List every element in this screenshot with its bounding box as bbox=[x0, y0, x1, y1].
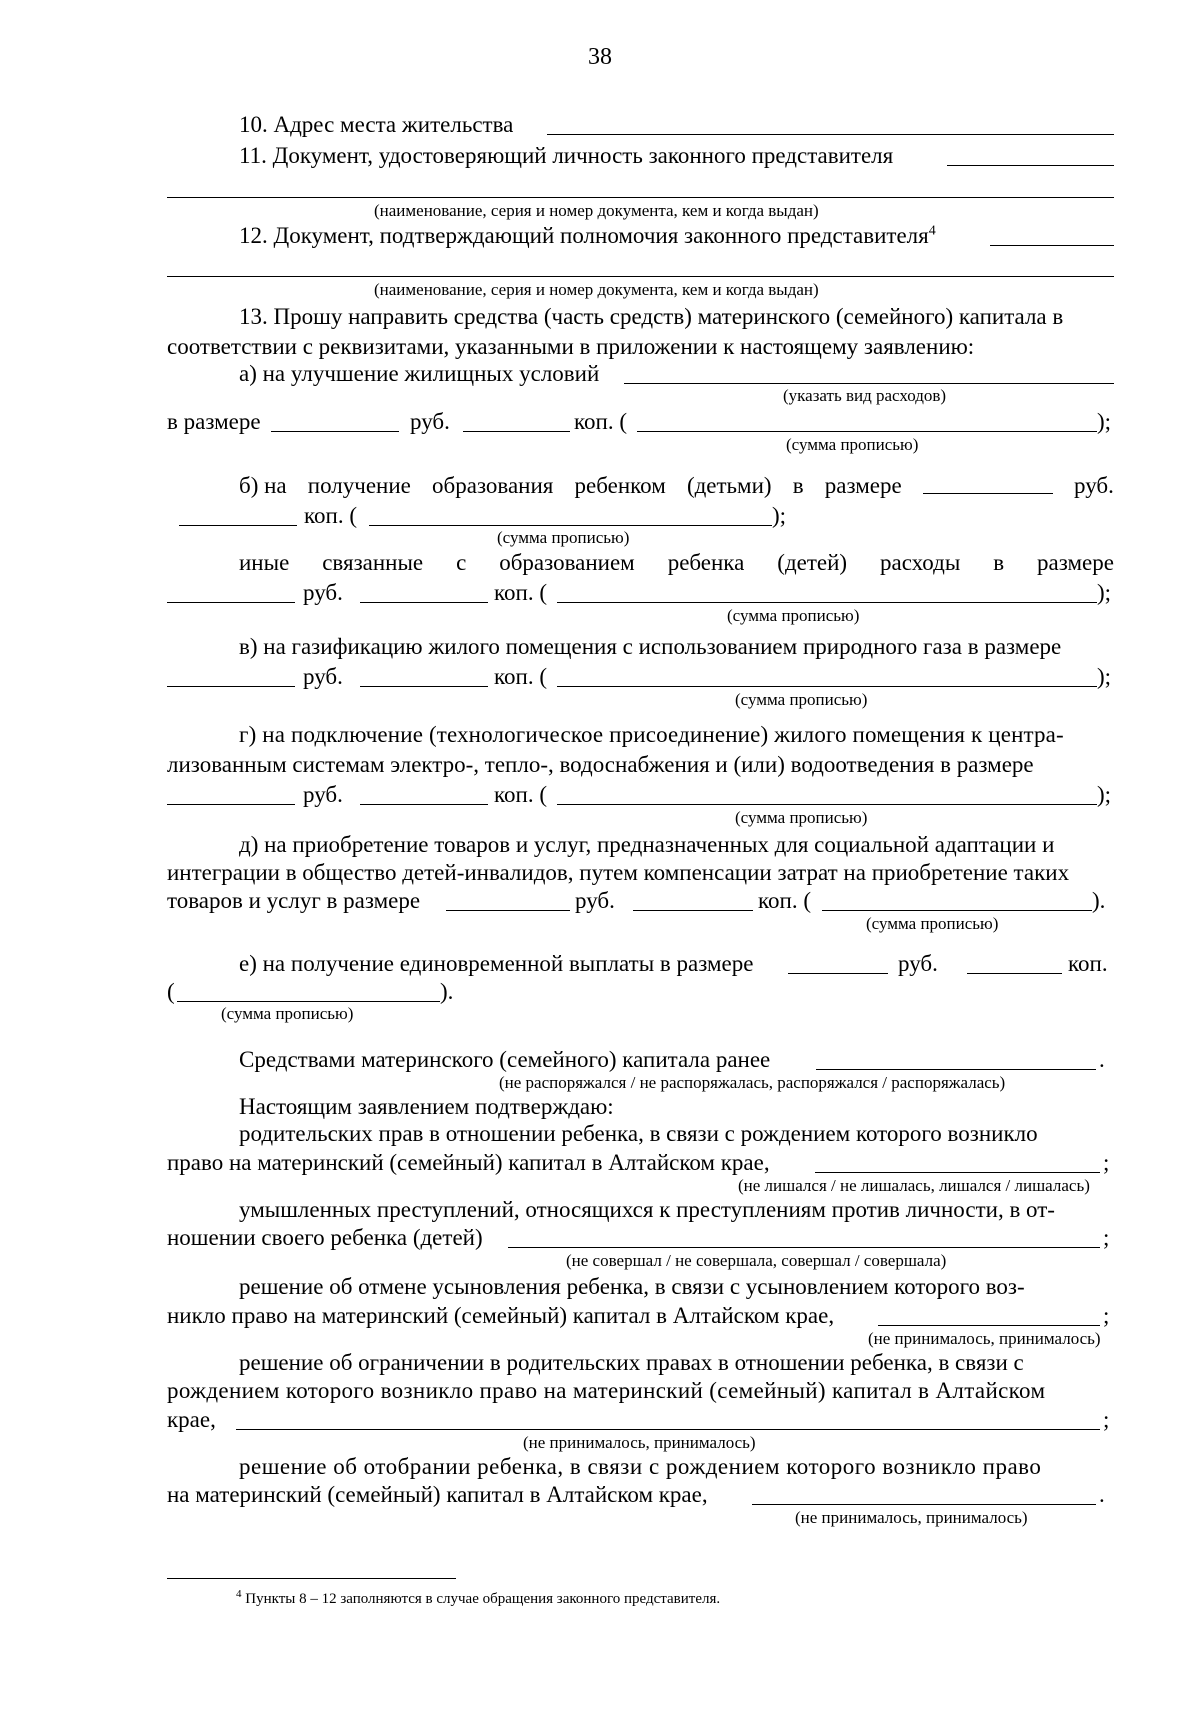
option-v-kop-field[interactable] bbox=[360, 686, 488, 687]
restriction-line3: крае, bbox=[167, 1407, 216, 1432]
identity-doc-field[interactable] bbox=[947, 165, 1114, 166]
restriction-caption: (не принималось, принималось) bbox=[523, 1433, 756, 1452]
footnote-mark: 4 bbox=[236, 1588, 242, 1600]
parental-rights-field[interactable] bbox=[815, 1172, 1100, 1173]
option-b-other-rub-label: руб. bbox=[303, 580, 343, 605]
option-b-word: б) на bbox=[239, 473, 287, 498]
option-b-other-kop-label: коп. ( bbox=[494, 580, 547, 605]
option-b-other-word: ребенка bbox=[667, 550, 745, 575]
crimes-field[interactable] bbox=[508, 1247, 1100, 1248]
option-b-other-close: ); bbox=[1097, 580, 1112, 605]
option-b-rub-field[interactable] bbox=[923, 473, 1053, 494]
option-e-open: ( bbox=[167, 979, 175, 1004]
adoption-end: ; bbox=[1103, 1303, 1110, 1328]
option-e-sum-words-field[interactable] bbox=[177, 1001, 440, 1002]
removal-field[interactable] bbox=[752, 1504, 1096, 1505]
option-g-sum-words-field[interactable] bbox=[557, 804, 1097, 805]
option-e-sum-caption: (сумма прописью) bbox=[221, 1004, 354, 1023]
option-g-line1: г) на подключение (технологическое присоединение) жилого помещения к центра- bbox=[239, 722, 1064, 747]
item-12-label: 12. Документ, подтверждающий полномочия законного представителя$^4$ bbox=[239, 223, 936, 248]
option-b-other-word: размере bbox=[1037, 550, 1114, 575]
restriction-line1: решение об ограничении в родительских правах в отношении ребенка, в связи с bbox=[239, 1350, 1024, 1375]
confirm-label: Настоящим заявлением подтверждаю: bbox=[239, 1094, 614, 1119]
option-d-sum-words-field[interactable] bbox=[822, 910, 1092, 911]
option-v-kop-label: коп. ( bbox=[494, 664, 547, 689]
option-a-label: а) на улучшение жилищных условий bbox=[239, 361, 600, 386]
option-b-kop-label: коп. ( bbox=[304, 503, 357, 528]
option-d-sum-caption: (сумма прописью) bbox=[866, 914, 999, 933]
option-v-sum-caption: (сумма прописью) bbox=[735, 690, 868, 709]
option-v-rub-field[interactable] bbox=[167, 686, 295, 687]
authority-doc-field[interactable] bbox=[990, 245, 1114, 246]
option-b-other-word: (детей) bbox=[777, 550, 848, 575]
adoption-line1: решение об отмене усыновления ребенка, в связи с усыновлением которого воз- bbox=[239, 1274, 1025, 1299]
option-v-close: ); bbox=[1097, 664, 1112, 689]
option-a-expense-caption: (указать вид расходов) bbox=[783, 386, 947, 405]
option-b-other-word: связанные bbox=[322, 550, 424, 575]
item-13-line2: соответствии с реквизитами, указанными в приложении к настоящему заявлению: bbox=[167, 334, 975, 359]
option-g-close: ); bbox=[1097, 782, 1112, 807]
crimes-line1: умышленных преступлений, относящихся к преступлениям против личности, в от- bbox=[239, 1197, 1055, 1222]
option-b-rub-label: руб. bbox=[1074, 473, 1114, 498]
adoption-line2: никло право на материнский (семейный) капитал в Алтайском крае, bbox=[167, 1303, 835, 1328]
option-v-label: в) на газификацию жилого помещения с использованием природного газа в размере bbox=[239, 634, 1062, 659]
option-g-rub-field[interactable] bbox=[167, 804, 295, 805]
authority-doc-caption: (наименование, серия и номер документа, кем и когда выдан) bbox=[374, 280, 819, 299]
identity-doc-caption: (наименование, серия и номер документа, кем и когда выдан) bbox=[374, 201, 819, 220]
footnote-divider bbox=[167, 1578, 456, 1579]
option-a-kop-label: коп. ( bbox=[574, 409, 627, 434]
option-a-expense-kind-field[interactable] bbox=[624, 383, 1114, 384]
crimes-end: ; bbox=[1103, 1225, 1110, 1250]
option-v-rub-label: руб. bbox=[303, 664, 343, 689]
authority-doc-field-line2[interactable] bbox=[167, 276, 1114, 277]
option-v-sum-words-field[interactable] bbox=[557, 686, 1097, 687]
option-d-close: ). bbox=[1092, 888, 1106, 913]
option-b-kop-field[interactable] bbox=[179, 525, 297, 526]
funds-label: Средствами материнского (семейного) капитала ранее bbox=[239, 1047, 771, 1072]
option-g-sum-caption: (сумма прописью) bbox=[735, 808, 868, 827]
option-a-close: ); bbox=[1097, 409, 1112, 434]
parental-rights-line1: родительских прав в отношении ребенка, в связи с рождением которого возникло bbox=[239, 1121, 1038, 1146]
funds-end: . bbox=[1099, 1047, 1105, 1072]
item-11-label: 11. Документ, удостоверяющий личность законного представителя bbox=[239, 143, 894, 168]
option-b-other-rub-field[interactable] bbox=[167, 602, 295, 603]
option-b-word: размере bbox=[824, 473, 902, 498]
option-g-kop-label: коп. ( bbox=[494, 782, 547, 807]
option-b-other-word: с bbox=[456, 550, 467, 575]
option-d-line2: интеграции в общество детей-инвалидов, путем компенсации затрат на приобретение таких bbox=[167, 860, 1070, 885]
option-g-line2: лизованным системам электро-, тепло-, водоснабжения и (или) водоотведения в размере bbox=[167, 752, 1034, 777]
option-b-line1 bbox=[239, 473, 1114, 499]
option-d-line1: д) на приобретение товаров и услуг, предназначенных для социальной адаптации и bbox=[239, 832, 1055, 857]
item-13-line1: 13. Прошу направить средства (часть средств) материнского (семейного) капитала в bbox=[239, 304, 1064, 329]
identity-doc-field-line2[interactable] bbox=[167, 197, 1114, 198]
option-g-kop-field[interactable] bbox=[360, 804, 488, 805]
option-d-kop-label: коп. ( bbox=[758, 888, 811, 913]
option-b-other-sum-words-field[interactable] bbox=[557, 602, 1097, 603]
footnote-text: Пункты 8 – 12 заполняются в случае обращения законного представителя. bbox=[245, 1591, 721, 1607]
footnote bbox=[236, 1590, 720, 1608]
option-b-sum-words-field[interactable] bbox=[369, 525, 772, 526]
parental-rights-line2: право на материнский (семейный) капитал в Алтайском крае, bbox=[167, 1150, 770, 1175]
footnote-ref: 4 bbox=[928, 223, 936, 239]
option-g-rub-label: руб. bbox=[303, 782, 343, 807]
address-field[interactable] bbox=[547, 134, 1114, 135]
crimes-line2: ношении своего ребенка (детей) bbox=[167, 1225, 483, 1250]
option-d-kop-field[interactable] bbox=[633, 910, 753, 911]
option-e-kop-field[interactable] bbox=[967, 973, 1062, 974]
parental-rights-end: ; bbox=[1103, 1150, 1110, 1175]
funds-caption: (не распоряжался / не распоряжалась, распоряжался / распоряжалась) bbox=[499, 1073, 1006, 1092]
option-b-word: получение bbox=[307, 473, 411, 498]
adoption-caption: (не принималось, принималось) bbox=[868, 1329, 1101, 1348]
option-e-kop-label: коп. bbox=[1068, 951, 1108, 976]
option-b-other-word: иные bbox=[239, 550, 290, 575]
option-b-other-word: в bbox=[993, 550, 1005, 575]
option-b-word: ребенком bbox=[574, 473, 666, 498]
option-e-rub-label: руб. bbox=[898, 951, 938, 976]
option-b-word: в bbox=[792, 473, 804, 498]
option-e-label: е) на получение единовременной выплаты в размере bbox=[239, 951, 754, 976]
removal-caption: (не принималось, принималось) bbox=[795, 1508, 1028, 1527]
option-d-rub-label: руб. bbox=[575, 888, 615, 913]
option-d-line3: товаров и услуг в размере bbox=[167, 888, 421, 913]
crimes-caption: (не совершал / не совершала, совершал / совершала) bbox=[566, 1251, 947, 1270]
option-b-word: (детьми) bbox=[686, 473, 772, 498]
option-b-other-sum-caption: (сумма прописью) bbox=[727, 606, 860, 625]
option-b-other-line bbox=[239, 550, 1114, 576]
page-number: 38 bbox=[588, 44, 612, 70]
option-a-sum-caption: (сумма прописью) bbox=[786, 435, 919, 454]
option-d-rub-field[interactable] bbox=[446, 910, 570, 911]
removal-line2: на материнский (семейный) капитал в Алтайском крае, bbox=[167, 1482, 708, 1507]
option-b-close: ); bbox=[772, 503, 787, 528]
option-a-rub-label: руб. bbox=[410, 409, 450, 434]
option-a-sum-words-field[interactable] bbox=[637, 431, 1097, 432]
removal-line1: решение об отобрании ребенка, в связи с рождением которого возникло право bbox=[239, 1454, 1042, 1479]
option-b-other-kop-field[interactable] bbox=[360, 602, 488, 603]
option-b-other-word: образованием bbox=[499, 550, 635, 575]
removal-end: . bbox=[1099, 1482, 1105, 1507]
option-a-rub-field[interactable] bbox=[271, 431, 399, 432]
restriction-line2: рождением которого возникло право на материнский (семейный) капитал в Алтайском bbox=[167, 1378, 1046, 1403]
option-e-rub-field[interactable] bbox=[788, 973, 888, 974]
option-b-other-word: расходы bbox=[880, 550, 961, 575]
adoption-field[interactable] bbox=[878, 1325, 1100, 1326]
parental-rights-caption: (не лишался / не лишалась, лишался / лишалась) bbox=[738, 1176, 1090, 1195]
funds-field[interactable] bbox=[816, 1069, 1096, 1070]
restriction-end: ; bbox=[1103, 1407, 1110, 1432]
item-10-label: 10. Адрес места жительства bbox=[239, 112, 514, 137]
option-a-amount-label: в размере bbox=[167, 409, 261, 434]
restriction-field[interactable] bbox=[236, 1429, 1100, 1430]
option-b-sum-caption: (сумма прописью) bbox=[497, 528, 630, 547]
option-b-word: образования bbox=[432, 473, 554, 498]
option-e-close: ). bbox=[440, 979, 454, 1004]
option-a-kop-field[interactable] bbox=[463, 431, 570, 432]
